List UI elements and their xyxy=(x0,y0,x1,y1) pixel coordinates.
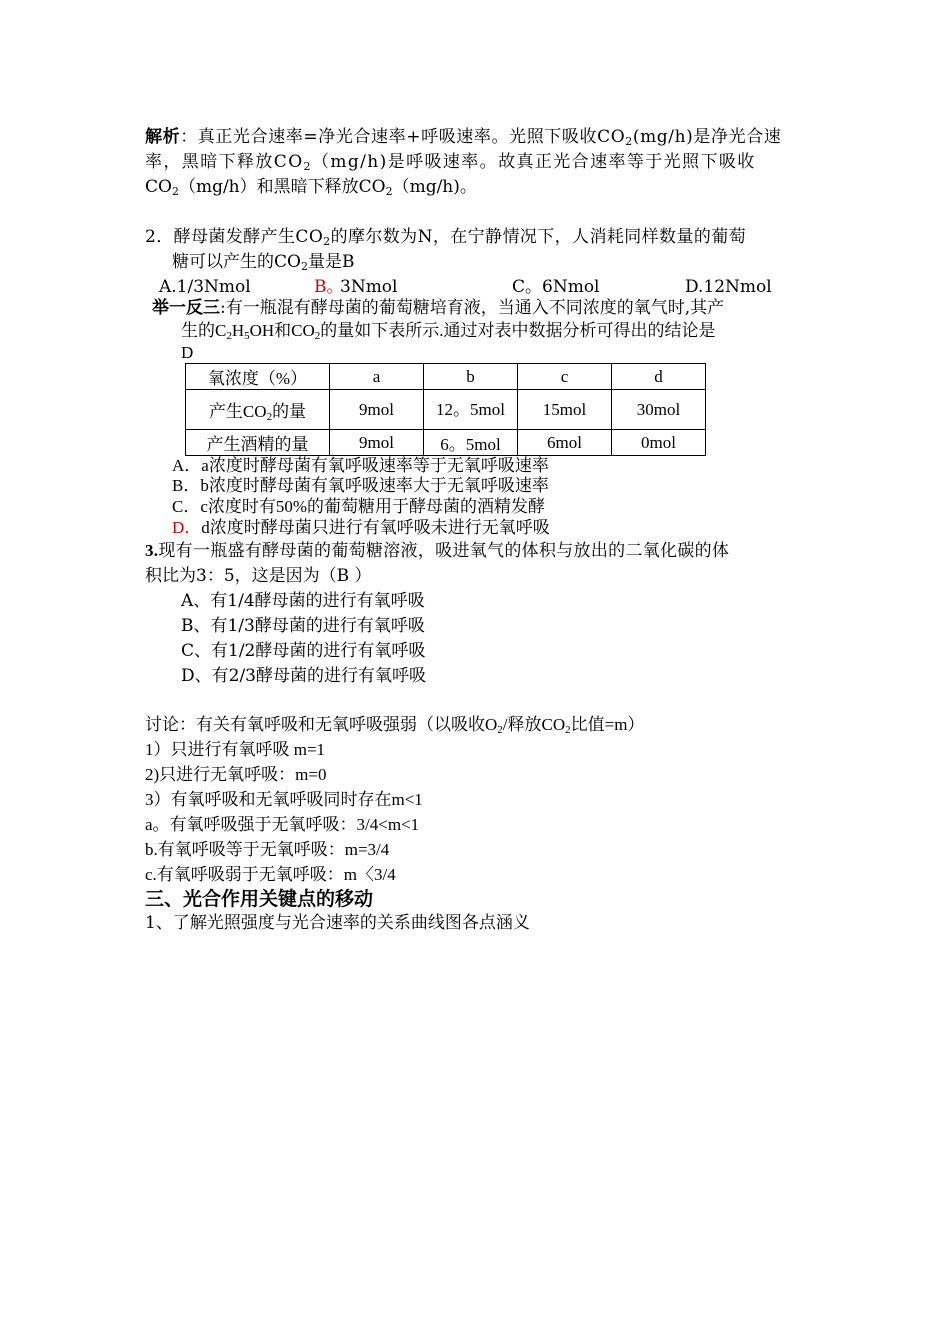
discussion-item: c.有氧呼吸弱于无氧呼吸：m〈3/4 xyxy=(145,865,396,884)
q2-option-a: A.1/3Nmol xyxy=(159,277,251,297)
table-cell: 6。5mol xyxy=(424,430,518,456)
table-header-cell: b xyxy=(424,364,518,390)
extension-option-a: A．a浓度时酵母菌有氧呼吸速率等于无氧呼吸速率 xyxy=(172,456,549,475)
table-cell: 9mol xyxy=(330,430,424,456)
analysis-line-1: 解析：真正光合速率=净光合速率+呼吸速率。光照下吸收$CO_2(mg/h)$是净光合速 xyxy=(145,127,782,148)
q3-line-1: 3.现有一瓶盛有酵母菌的葡萄糖溶液，吸进氧气的体积与放出的二氧化碳的体 xyxy=(145,541,730,561)
discussion-item: 3）有氧呼吸和无氧呼吸同时存在m<1 xyxy=(145,790,423,809)
table-header-cell: c xyxy=(518,364,612,390)
extension-line-1: 举一反三:有一瓶混有酵母菌的葡萄糖培育液，当通入不同浓度的氧气时,其产 xyxy=(152,298,725,318)
q2-line-1: 2．酵母菌发酵产生$CO_2$的摩尔数为N，在宁静情况下，人消耗同样数量的葡萄 xyxy=(145,227,747,248)
table-header-cell: d xyxy=(612,364,706,390)
extension-option-c: C．c浓度时有50%的葡萄糖用于酵母菌的酒精发酵 xyxy=(172,497,546,516)
extension-label: 举一反三 xyxy=(152,298,220,318)
q2-option-b-letter: B。 xyxy=(314,277,344,297)
table-row-label: 产生$CO_2$的量 xyxy=(186,390,330,430)
discussion-title: 讨论：有关有氧呼吸和无氧呼吸强弱（以吸收$O_2/$释放$CO_2$比值=m） xyxy=(145,715,645,736)
oxygen-table xyxy=(185,363,706,456)
table-cell: 9mol xyxy=(330,390,424,430)
discussion-item: 2)只进行无氧呼吸：m=0 xyxy=(145,765,327,784)
section-item: 1、了解光照强度与光合速率的关系曲线图各点涵义 xyxy=(145,913,530,933)
table-row xyxy=(186,390,706,430)
q2-option-d: D.12Nmol xyxy=(685,277,772,297)
discussion-item: 1）只进行有氧呼吸 m=1 xyxy=(145,740,326,759)
q3-option-a: A、有1/4酵母菌的进行有氧呼吸 xyxy=(181,591,425,611)
extension-option-b: B．b浓度时酵母菌有氧呼吸速率大于无氧呼吸速率 xyxy=(172,476,549,495)
table-header-cell: 氧浓度（%） xyxy=(186,364,330,390)
discussion-item: a。有氧呼吸强于无氧呼吸：3/4<m<1 xyxy=(145,815,420,834)
table-cell: 6mol xyxy=(518,430,612,456)
table-cell: 12。5mol xyxy=(424,390,518,430)
section-heading: 三、光合作用关键点的移动 xyxy=(145,888,374,910)
analysis-line-2: 率，黑暗下释放$CO_2(mg/h)$是呼吸速率。故真正光合速率等于光照下吸收 xyxy=(145,152,756,173)
q3-option-b: B、有1/3酵母菌的进行有氧呼吸 xyxy=(181,616,425,636)
table-cell: 30mol xyxy=(612,390,706,430)
extension-line-2: 生的$C_2H_5OH$和$CO_2$的量如下表所示.通过对表中数据分析可得出的结论是 xyxy=(181,321,716,342)
q3-option-d: D、有2/3酵母菌的进行有氧呼吸 xyxy=(181,666,426,686)
extension-option-d: D．d浓度时酵母菌只进行有氧呼吸未进行无氧呼吸 xyxy=(172,518,550,537)
extension-answer: D xyxy=(181,343,194,362)
q2-option-b: 3Nmol xyxy=(340,277,398,297)
table-cell: 0mol xyxy=(612,430,706,456)
table-header-row xyxy=(186,364,706,390)
q2-option-c: C。6Nmol xyxy=(512,277,600,297)
q3-option-c: C、有1/2酵母菌的进行有氧呼吸 xyxy=(181,641,426,661)
table-row-label: 产生酒精的量 xyxy=(186,430,330,456)
discussion-item: b.有氧呼吸等于无氧呼吸：m=3/4 xyxy=(145,840,390,859)
q3-line-2: 积比为3：5，这是因为（B ） xyxy=(145,566,372,586)
q2-line-2: 糖可以产生的$CO_2$量是B xyxy=(172,252,355,273)
analysis-line-3: $CO_2(mg/h)$和黑暗下释放$CO_2(mg/h)$。 xyxy=(145,177,477,198)
table-cell: 15mol xyxy=(518,390,612,430)
table-header-cell: a xyxy=(330,364,424,390)
table-row xyxy=(186,430,706,456)
analysis-label: 解析 xyxy=(145,127,181,147)
